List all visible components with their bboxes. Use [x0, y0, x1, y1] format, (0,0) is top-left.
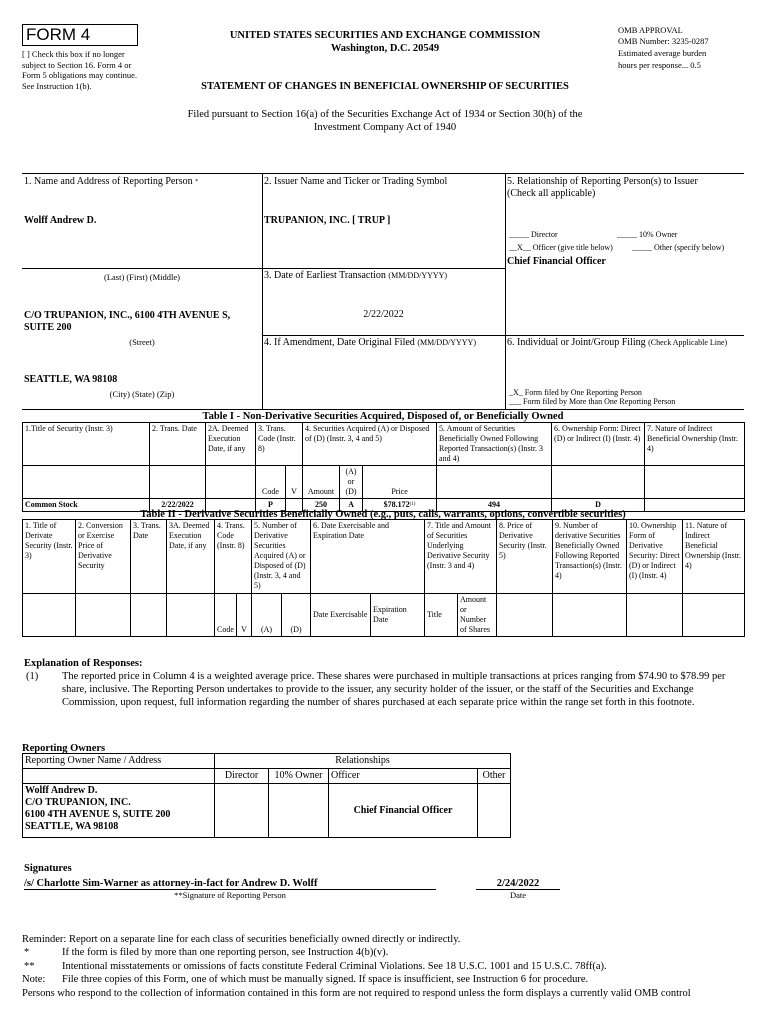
t2-sub-a: (A)	[252, 594, 282, 637]
t1-h7: 7. Nature of Indirect Beneficial Ownership (Instr. 4)	[645, 423, 745, 466]
owners-col-rel: Relationships	[215, 754, 511, 769]
form-title-box	[22, 24, 138, 46]
no-longer-subject-checkbox-text: [ ] Check this box if no longer subject to Section 16. Form 4 or Form 5 obligations may continue. See Instruction 1(b).	[22, 49, 137, 91]
explanation-num: (1)	[26, 671, 39, 682]
owners-col-officer: Officer	[329, 769, 478, 784]
reporting-person-name: Wolff Andrew D.	[24, 215, 97, 226]
name-sublabel: (Last) (First) (Middle)	[103, 272, 180, 282]
star2: **	[24, 961, 35, 972]
filed-pursuant-line1: Filed pursuant to Section 16(a) of the Securities Exchange Act of 1934 or Section 30(h) of the	[187, 109, 583, 120]
t1-sub-code: Code	[256, 466, 286, 499]
reporting-person-city: SEATTLE, WA 98108	[24, 374, 118, 385]
t1-code: P	[256, 499, 286, 512]
owners-table	[22, 753, 511, 838]
signature-label: **Signature of Reporting Person	[174, 890, 286, 900]
table2	[22, 519, 745, 637]
rel-officer-checkbox[interactable]: __X__ Officer (give title below)	[509, 243, 613, 252]
t1-sub-v: V	[286, 466, 303, 499]
t2-h8: 8. Price of Derivative Security (Instr. 5)	[497, 520, 553, 594]
statement-title: STATEMENT OF CHANGES IN BENEFICIAL OWNERSHIP OF SECURITIES	[201, 81, 569, 92]
note-label: Note:	[22, 974, 46, 985]
rel-other-checkbox[interactable]: _____ Other (specify below)	[632, 243, 725, 252]
agency-name: UNITED STATES SECURITIES AND EXCHANGE COMMISSION	[229, 30, 541, 41]
owners-col-name: Reporting Owner Name / Address	[23, 754, 215, 769]
omb-number: OMB Number: 3235-0287	[618, 36, 709, 46]
owner-address: Wolff Andrew D. C/O TRUPANION, INC. 6100 4TH AVENUE S, SUITE 200 SEATTLE, WA 98108	[23, 784, 215, 838]
filing-more-persons[interactable]: ___ Form filed by More than One Reporting Person	[509, 397, 676, 406]
t1-aord: A	[340, 499, 363, 512]
star2-text: Intentional misstatements or omissions of facts constitute Federal Criminal Violations. See 18 U.S.C. 1001 and 15 U.S.C. 78ff(a).	[62, 961, 607, 972]
omb-approval: OMB APPROVAL	[618, 25, 683, 35]
t1-sub-price: Price	[363, 466, 437, 499]
t2-h3a: 3A. Deemed Execution Date, if any	[167, 520, 215, 594]
t1-h2: 2. Trans. Date	[150, 423, 206, 466]
owners-col-other: Other	[478, 769, 511, 784]
owners-heading: Reporting Owners	[22, 743, 106, 754]
owners-col-director: Director	[215, 769, 269, 784]
t2-sub-exercisable: Date Exercisable	[311, 594, 371, 637]
t2-sub-v: V	[237, 594, 252, 637]
omb-hours: hours per response... 0.5	[618, 60, 701, 70]
t1-h4: 4. Securities Acquired (A) or Disposed of (D) (Instr. 3, 4 and 5)	[303, 423, 437, 466]
t2-sub-d: (D)	[282, 594, 311, 637]
t1-form: D	[552, 499, 645, 512]
t1-date: 2/22/2022	[150, 499, 206, 512]
t1-sub-aord: (A) or (D)	[340, 466, 363, 499]
table1	[22, 422, 745, 512]
t2-sub-amount: Amount or Number of Shares	[458, 594, 497, 637]
star1: *	[24, 947, 30, 958]
note-text: File three copies of this Form, one of which must be manually signed. If space is insufficient, see Instruction 6 for procedure.	[62, 974, 589, 985]
rel-10pct-checkbox[interactable]: _____ 10% Owner	[617, 230, 678, 239]
issuer-name: TRUPANION, INC. [ TRUP ]	[264, 215, 391, 226]
signatures-heading: Signatures	[24, 863, 72, 874]
box1-label: 1. Name and Address of Reporting Person *	[24, 176, 199, 187]
t2-h2: 2. Conversion or Exercise Price of Derivative Security	[76, 520, 131, 594]
earliest-transaction-date: 2/22/2022	[363, 309, 404, 320]
reminder-text: Reminder: Report on a separate line for each class of securities beneficially owned directly or indirectly.	[22, 934, 461, 945]
t2-h1: 1. Title of Derivate Security (Instr. 3)	[23, 520, 76, 594]
t1-security: Common Stock	[23, 499, 150, 512]
box4-label: 4. If Amendment, Date Original Filed (MM/DD/YYYY)	[264, 337, 476, 348]
t1-h5: 5. Amount of Securities Beneficially Owned Following Reported Transaction(s) (Instr. 3 and 4)	[437, 423, 552, 466]
t2-sub-code: Code	[215, 594, 237, 637]
omb-burden: Estimated average burden	[618, 48, 707, 58]
street-sublabel: (Street)	[129, 337, 155, 347]
explanation-text: The reported price in Column 4 is a weighted average price. These shares were purchased in multiple transactions at prices ranging from $74.90 to $78.99 per share, inclusive. The Reporting Person undertakes to provide to the issuer, any security holder of the issuer, or the staff of the Securities and Exchange Commission, upon request, full information regarding the number of shares purchased at each separate price within the range set forth in this footnote.	[62, 671, 726, 708]
box5-label: 5. Relationship of Reporting Person(s) to Issuer (Check all applicable)	[507, 176, 698, 199]
t2-h5: 5. Number of Derivative Securities Acquired (A) or Disposed of (D) (Instr. 3, 4 and 5)	[252, 520, 311, 594]
footnote-ref: (1)	[409, 502, 416, 507]
table-row	[23, 784, 511, 838]
star1-text: If the form is filed by more than one reporting person, see Instruction 4(b)(v).	[62, 947, 389, 958]
filing-one-person[interactable]: _X_ Form filed by One Reporting Person	[509, 388, 642, 397]
owner-officer: Chief Financial Officer	[329, 784, 478, 838]
officer-title: Chief Financial Officer	[507, 256, 606, 267]
t1-h1: 1.Title of Security (Instr. 3)	[23, 423, 150, 466]
t1-sub-amount: Amount	[303, 466, 340, 499]
t2-h6: 6. Date Exercisable and Expiration Date	[311, 520, 425, 594]
date-label: Date	[509, 890, 527, 900]
table2-title: Table II - Derivative Securities Beneficially Owned (e.g., puts, calls, warrants, options, convertible securities)	[140, 509, 626, 520]
t1-h2a: 2A. Deemed Execution Date, if any	[206, 423, 256, 466]
table1-title: Table I - Non-Derivative Securities Acquired, Disposed of, or Beneficially Owned	[202, 411, 564, 422]
t1-h6: 6. Ownership Form: Direct (D) or Indirect (I) (Instr. 4)	[552, 423, 645, 466]
t1-owned: 494	[437, 499, 552, 512]
t1-amount: 250	[303, 499, 340, 512]
persons-text: Persons who respond to the collection of information contained in this form are not required to respond unless the form displays a currently valid OMB control	[22, 988, 691, 999]
signature-value: /s/ Charlotte Sim-Warner as attorney-in-fact for Andrew D. Wolff	[24, 878, 318, 889]
box2-label: 2. Issuer Name and Ticker or Trading Symbol	[264, 176, 448, 187]
rel-director-checkbox[interactable]: _____ Director	[509, 230, 558, 239]
t2-h4: 4. Trans. Code (Instr. 8)	[215, 520, 252, 594]
t2-sub-expiration: Expiration Date	[371, 594, 425, 637]
explanation-heading: Explanation of Responses:	[24, 658, 143, 669]
agency-city: Washington, D.C. 20549	[330, 43, 440, 54]
t2-h9: 9. Number of derivative Securities Beneficially Owned Following Reported Transaction(s) (Instr. 4)	[553, 520, 627, 594]
form-title: FORM 4	[26, 25, 91, 44]
box6-label: 6. Individual or Joint/Group Filing (Check Applicable Line)	[507, 337, 728, 348]
box3-label: 3. Date of Earliest Transaction (MM/DD/YYYY)	[264, 270, 448, 281]
filed-pursuant-line2: Investment Company Act of 1940	[313, 122, 457, 133]
city-sublabel: (City) (State) (Zip)	[109, 389, 175, 399]
t2-h7: 7. Title and Amount of Securities Underlying Derivative Security (Instr. 3 and 4)	[425, 520, 497, 594]
reporting-person-street: C/O TRUPANION, INC., 6100 4TH AVENUE S, SUITE 200	[24, 310, 231, 333]
t1-h3: 3. Trans. Code (Instr. 8)	[256, 423, 303, 466]
owners-col-10pct: 10% Owner	[269, 769, 329, 784]
t1-price: $78.172$^{(1)}$	[363, 499, 437, 512]
t2-h10: 10. Ownership Form of Derivative Security: Direct (D) or Indirect (I) (Instr. 4)	[627, 520, 683, 594]
signature-date: 2/24/2022	[496, 878, 540, 889]
t2-h3: 3. Trans. Date	[131, 520, 167, 594]
t2-h11: 11. Nature of Indirect Beneficial Ownership (Instr. 4)	[683, 520, 745, 594]
t2-sub-title: Title	[425, 594, 458, 637]
